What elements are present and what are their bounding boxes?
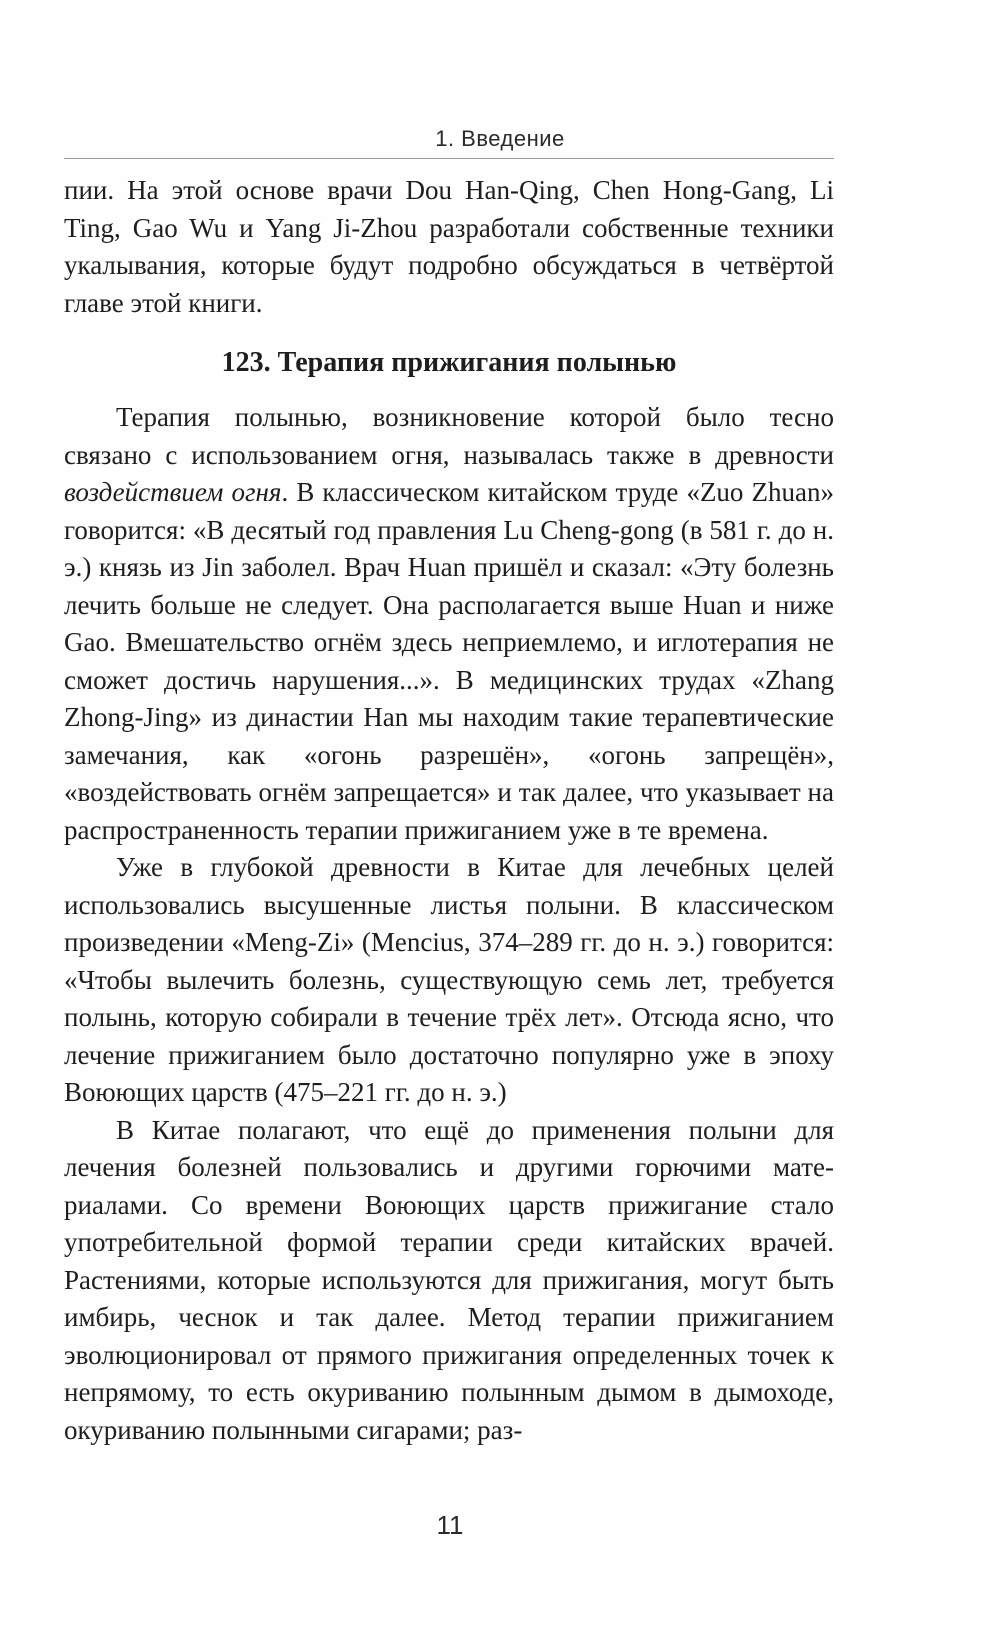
paragraph-1 xyxy=(64,399,834,849)
paragraph-3: В Китае полагают, что ещё до применения полыни для лечения болезней пользовались и другими горючими материалами. Со времени Воюющих царств прижигание стало употребительной формой терапии среди китайских врачей. Растениями, которые используются для прижигания, могут быть имбирь, чеснок и так далее. Метод терапии прижиганием эволюционировал от прямого прижигания определенных точек к непрямому, то есть окуриванию полынным дымом в дымоходе, окуриванию полынными сигарами; раз- xyxy=(64,1114,834,1445)
paragraph-2: Уже в глубокой древности в Китае для лечебных целей использовались высушенные листья полыни. В классическом произведении «Meng-Zi» (Mencius, 374–289 гг. до н. э.) говорится: «Чтобы вылечить болезнь, существующую семь лет, требуется полынь, которую собирали в течение трёх лет». Отсюда ясно, что лечение прижиганием было достаточно популярно уже в эпоху Воюющих царств (475–221 гг. до н. э.) xyxy=(64,852,834,1107)
paragraph-1-rest: . В классическом китайском труде «Zuo Zhuan» говорится: «В десятый год правления Lu Cheng-gong (в 581 г. до н. э.) князь из Jin заболел. Врач Huan пришёл и сказал: «Эту болезнь лечить больше не следует. Она располагается выше Huan и ниже Gao. Вмешательство огнём здесь неприемлемо, и иглотерапия не сможет достичь нарушения...». В медицинских трудах «Zhang Zhong-Jing» из династии Han мы находим такие терапевтические замечания, как «огонь разрешён», «огонь запрещён», «воздействовать огнём запрещается» и так далее, что указывает на распространенность терапии прижиганием уже в те времена. xyxy=(64,477,835,845)
header-rule xyxy=(64,158,834,159)
page-body xyxy=(64,172,834,1449)
italic-term: воздействием огня xyxy=(64,477,282,507)
paragraph-1-start: Терапия полынью, возникновение которой было тесно связано с использованием огня, называлась также в древности xyxy=(64,402,834,470)
intro-paragraph: пии. На этой основе врачи Dou Han-Qing, Chen Hong-Gang, Li Ting, Gao Wu и Yang Ji-Zhou разработали собственные техники укалывания, которые будут подробно обсуждаться в четвёртой главе этой книги. xyxy=(64,175,834,318)
running-head: 1. Введение xyxy=(435,126,565,151)
section-title: 123. Терапия прижигания полынью xyxy=(221,347,677,378)
page-number: 11 xyxy=(436,1510,464,1540)
